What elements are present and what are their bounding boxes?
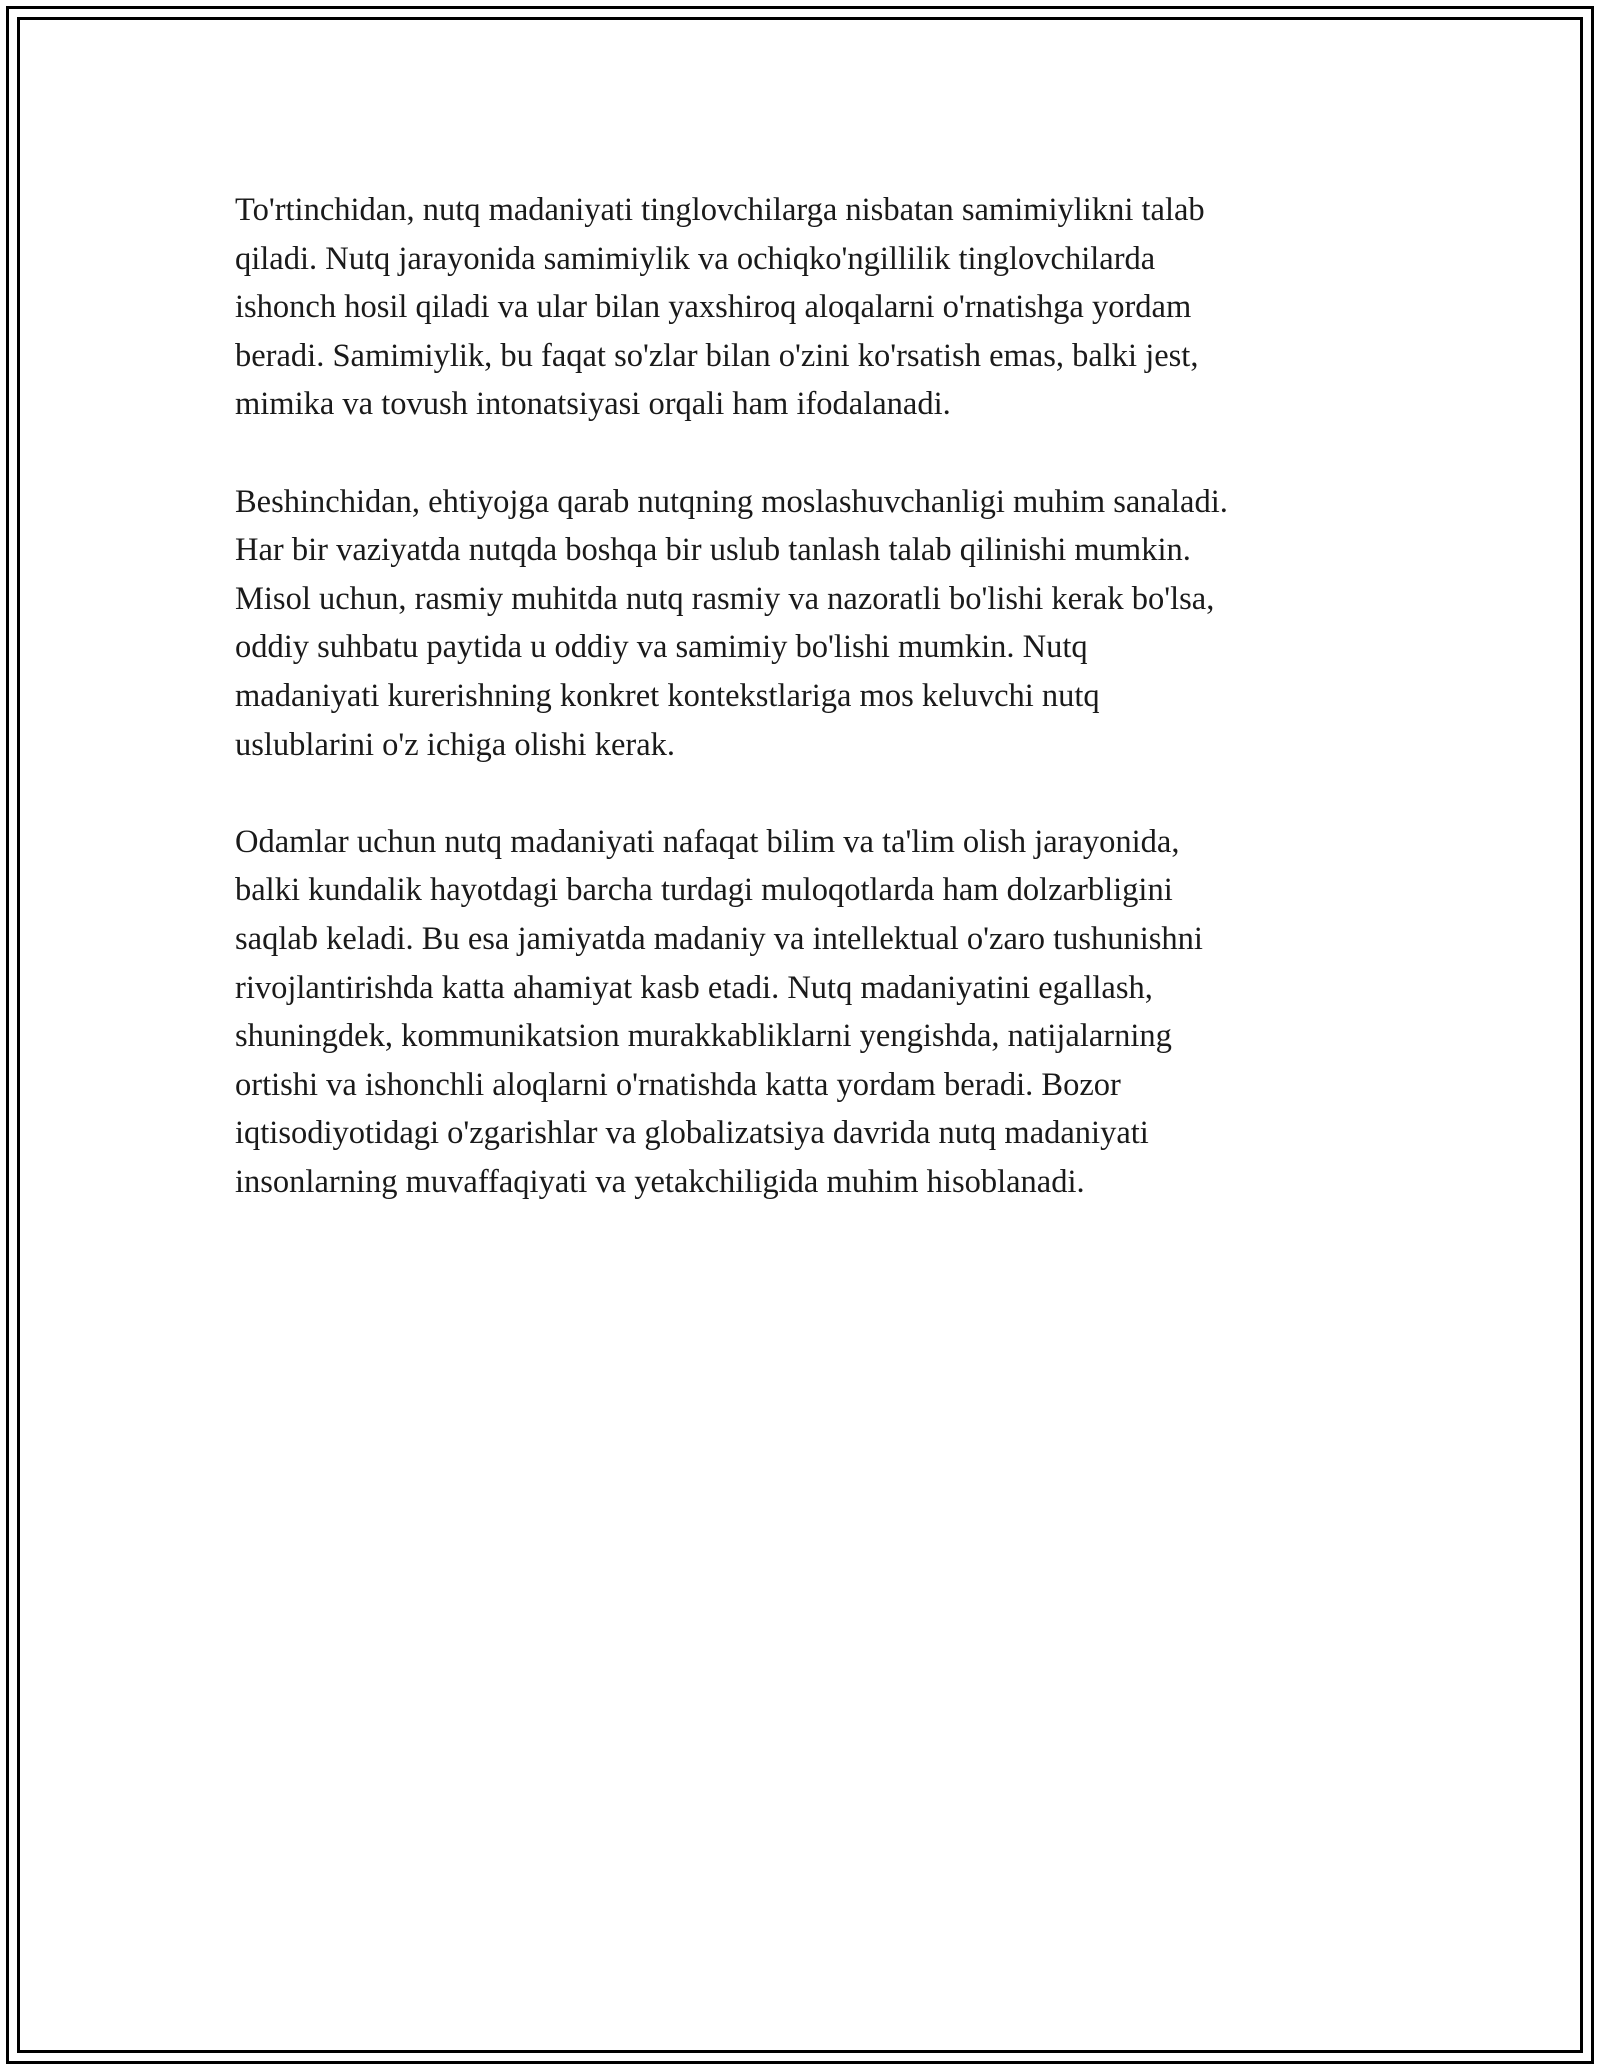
text-line: qiladi. Nutq jarayonida samimiylik va ochiqko'ngillilik tinglovchilarda	[235, 240, 1156, 277]
text-line: Har bir vaziyatda nutqda boshqa bir uslub tanlash talab qilinishi mumkin.	[235, 532, 1191, 569]
text-line: balki kundalik hayotdagi barcha turdagi muloqotlarda ham dolzarbligini	[235, 872, 1173, 909]
text-line: ortishi va ishonchli aloqlarni o'rnatishda katta yordam beradi. Bozor	[235, 1066, 1121, 1103]
paragraph-2	[235, 478, 1375, 770]
text-line: madaniyati kurerishning konkret kontekstlariga mos keluvchi nutq	[235, 677, 1100, 714]
text-line: beradi. Samimiylik, bu faqat so'zlar bilan o'zini ko'rsatish emas, balki jest,	[235, 337, 1199, 374]
text-line: Odamlar uchun nutq madaniyati nafaqat bilim va ta'lim olish jarayonida,	[235, 823, 1180, 860]
text-line: uslublarini o'z ichiga olishi kerak.	[235, 726, 675, 763]
text-line: Misol uchun, rasmiy muhitda nutq rasmiy va nazoratli bo'lishi kerak bo'lsa,	[235, 580, 1215, 617]
text-line: To'rtinchidan, nutq madaniyati tinglovchilarga nisbatan samimiylikni talab	[235, 192, 1205, 228]
text-line: ishonch hosil qiladi va ular bilan yaxshiroq aloqalarni o'rnatishga yordam	[235, 289, 1192, 326]
paragraph-1	[235, 186, 1375, 429]
text-line: insonlarning muvaffaqiyati va yetakchiligida muhim hisoblanadi.	[235, 1163, 1085, 1200]
text-line: rivojlantirishda katta ahamiyat kasb etadi. Nutq madaniyatini egallash,	[235, 969, 1153, 1006]
text-line: saqlab keladi. Bu esa jamiyatda madaniy va intellektual o'zaro tushunishni	[235, 920, 1203, 957]
text-line: shuningdek, kommunikatsion murakkabliklarni yengishda, natijalarning	[235, 1018, 1172, 1055]
document-body	[235, 186, 1375, 1255]
text-line: iqtisodiyotidagi o'zgarishlar va globalizatsiya davrida nutq madaniyati	[235, 1115, 1149, 1152]
text-line: oddiy suhbatu paytida u oddiy va samimiy bo'lishi mumkin. Nutq	[235, 629, 1088, 666]
text-line: Beshinchidan, ehtiyojga qarab nutqning moslashuvchanligi muhim sanaladi.	[235, 483, 1228, 520]
paragraph-3	[235, 818, 1375, 1207]
text-line: mimika va tovush intonatsiyasi orqali ham ifodalanadi.	[235, 386, 951, 423]
